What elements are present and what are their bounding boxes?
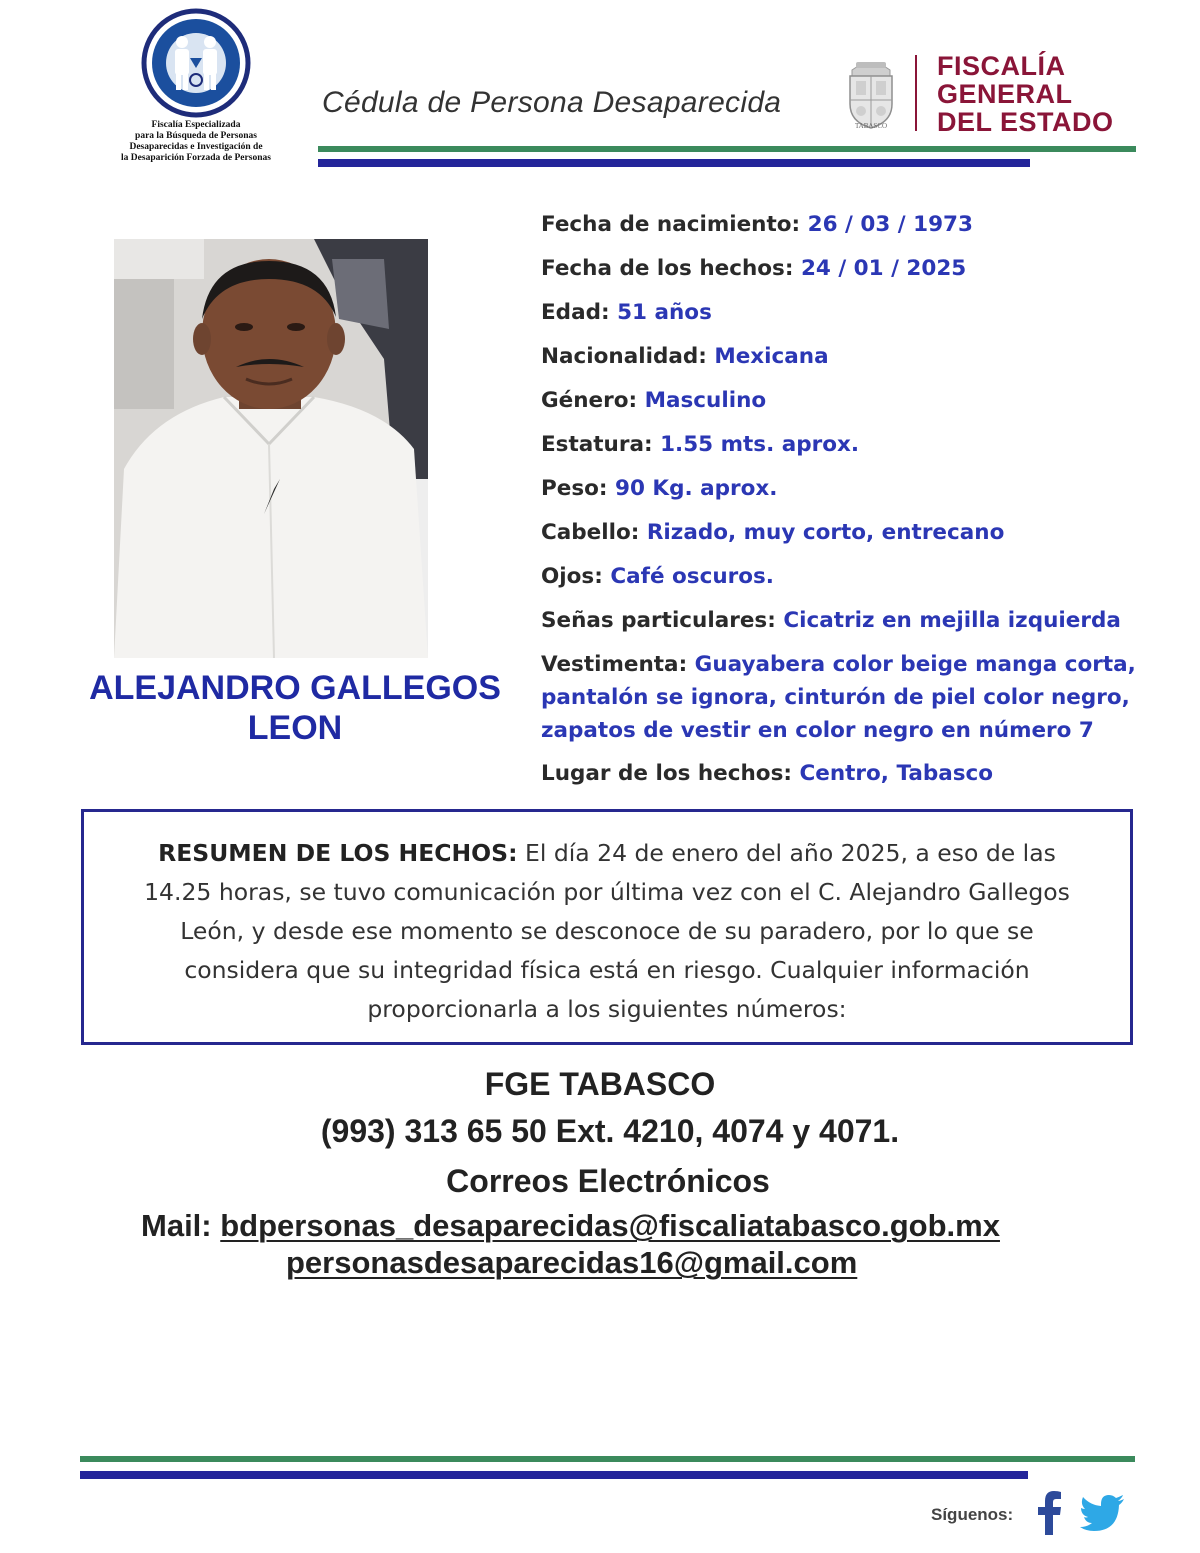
detail-event-date (541, 252, 1141, 296)
footer-rule-blue (80, 1471, 1028, 1479)
contact-agency: FGE TABASCO (484, 1066, 716, 1102)
mail-row (141, 1208, 1000, 1244)
fiscalia-especializada-logo (78, 6, 314, 170)
detail-gender (541, 384, 1141, 428)
logo-caption (78, 120, 314, 164)
detail-clothing (541, 648, 1141, 747)
detail-label: Peso: (541, 476, 608, 501)
detail-label: Fecha de los hechos: (541, 256, 794, 281)
org-name-line: DEL ESTADO (937, 107, 1114, 137)
summary-line: León, y desde ese momento se desconoce de su paradero, por lo que se (180, 917, 1034, 945)
summary-line: considera que su integridad física está en riesgo. Cualquier información (184, 956, 1030, 984)
detail-value: 26 / 03 / 1973 (807, 212, 973, 237)
detail-value: 90 Kg. aprox. (615, 476, 778, 501)
detail-value: 24 / 01 / 2025 (800, 256, 967, 281)
logo-caption-line: Fiscalía Especializada (151, 120, 241, 130)
summary-text: El día 24 de enero del año 2025, a eso de las (524, 839, 1056, 867)
detail-nationality (541, 340, 1141, 384)
detail-value: Cicatriz en mejilla izquierda (783, 608, 1121, 633)
detail-label: Fecha de nacimiento: (541, 212, 801, 237)
detail-value: Mexicana (714, 344, 829, 369)
person-name-line: LEON (247, 709, 343, 747)
missing-person-photo (114, 239, 428, 658)
emails-heading: Correos Electrónicos (446, 1163, 770, 1199)
summary-line (106, 834, 1108, 873)
detail-location (541, 757, 1141, 801)
logo-emblem-icon (138, 8, 254, 118)
email-link-fiscalia[interactable]: bdpersonas_desaparecidas@fiscaliatabasco.gob.mx (220, 1208, 1000, 1243)
summary-line: 14.25 horas, se tuvo comunicación por última vez con el C. Alejandro Gallegos (144, 878, 1070, 906)
tabasco-seal-icon (842, 54, 900, 132)
detail-label: Cabello: (541, 520, 640, 545)
detail-value: Rizado, muy corto, entrecano (646, 520, 1005, 545)
detail-value: 1.55 mts. aprox. (660, 432, 860, 457)
summary-line: proporcionarla a los siguientes números: (367, 995, 847, 1023)
mail-label: Mail: (141, 1208, 212, 1243)
email-link-gmail[interactable]: personasdesaparecidas16@gmail.com (286, 1245, 858, 1280)
logo-caption-line: para la Búsqueda de Personas (135, 131, 257, 141)
summary-box (81, 809, 1133, 1045)
footer-rule-green (80, 1456, 1135, 1462)
person-details (541, 208, 1141, 801)
follow-label: Síguenos: (931, 1505, 1014, 1524)
detail-label: Género: (541, 388, 638, 413)
detail-label: Vestimenta: (541, 652, 688, 677)
detail-label: Edad: (541, 300, 610, 325)
detail-label: Ojos: (541, 564, 603, 589)
detail-value: Masculino (644, 388, 767, 413)
document-title: Cédula de Persona Desaparecida (322, 86, 782, 119)
twitter-icon[interactable] (1080, 1495, 1124, 1531)
detail-value: 51 años (617, 300, 712, 325)
detail-value: Centro, Tabasco (799, 761, 994, 786)
detail-height (541, 428, 1141, 472)
clothing-line: Guayabera color beige manga corta, (694, 652, 1136, 677)
detail-label: Nacionalidad: (541, 344, 707, 369)
summary-heading: RESUMEN DE LOS HECHOS: (158, 839, 518, 867)
detail-distinguishing-marks (541, 604, 1141, 648)
person-name (60, 668, 530, 748)
person-name-line: ALEJANDRO GALLEGOS (89, 669, 501, 707)
seal-caption: TABASCO (854, 122, 888, 130)
detail-age (541, 296, 1141, 340)
contact-phone: (993) 313 65 50 Ext. 4210, 4074 y 4071. (320, 1113, 900, 1149)
fiscalia-general-logo-text (937, 52, 1114, 136)
clothing-line: zapatos de vestir en color negro en número 7 (541, 718, 1094, 743)
header-rule-blue (318, 159, 1030, 167)
org-name-line: FISCALÍA (937, 51, 1066, 81)
logo-caption-line: Desaparecidas e Investigación de (129, 142, 263, 152)
detail-label: Señas particulares: (541, 608, 776, 633)
detail-label: Lugar de los hechos: (541, 761, 792, 786)
header-rule-green (318, 146, 1136, 152)
detail-value: Café oscuros. (610, 564, 774, 589)
clothing-line: pantalón se ignora, cinturón de piel color negro, (541, 685, 1130, 710)
facebook-icon[interactable] (1034, 1491, 1064, 1535)
detail-weight (541, 472, 1141, 516)
org-name-line: GENERAL (937, 79, 1073, 109)
detail-label: Estatura: (541, 432, 653, 457)
header-divider (915, 55, 917, 131)
detail-eyes (541, 560, 1141, 604)
detail-hair (541, 516, 1141, 560)
logo-caption-line: la Desaparición Forzada de Personas (121, 153, 271, 163)
detail-birth-date (541, 208, 1141, 252)
